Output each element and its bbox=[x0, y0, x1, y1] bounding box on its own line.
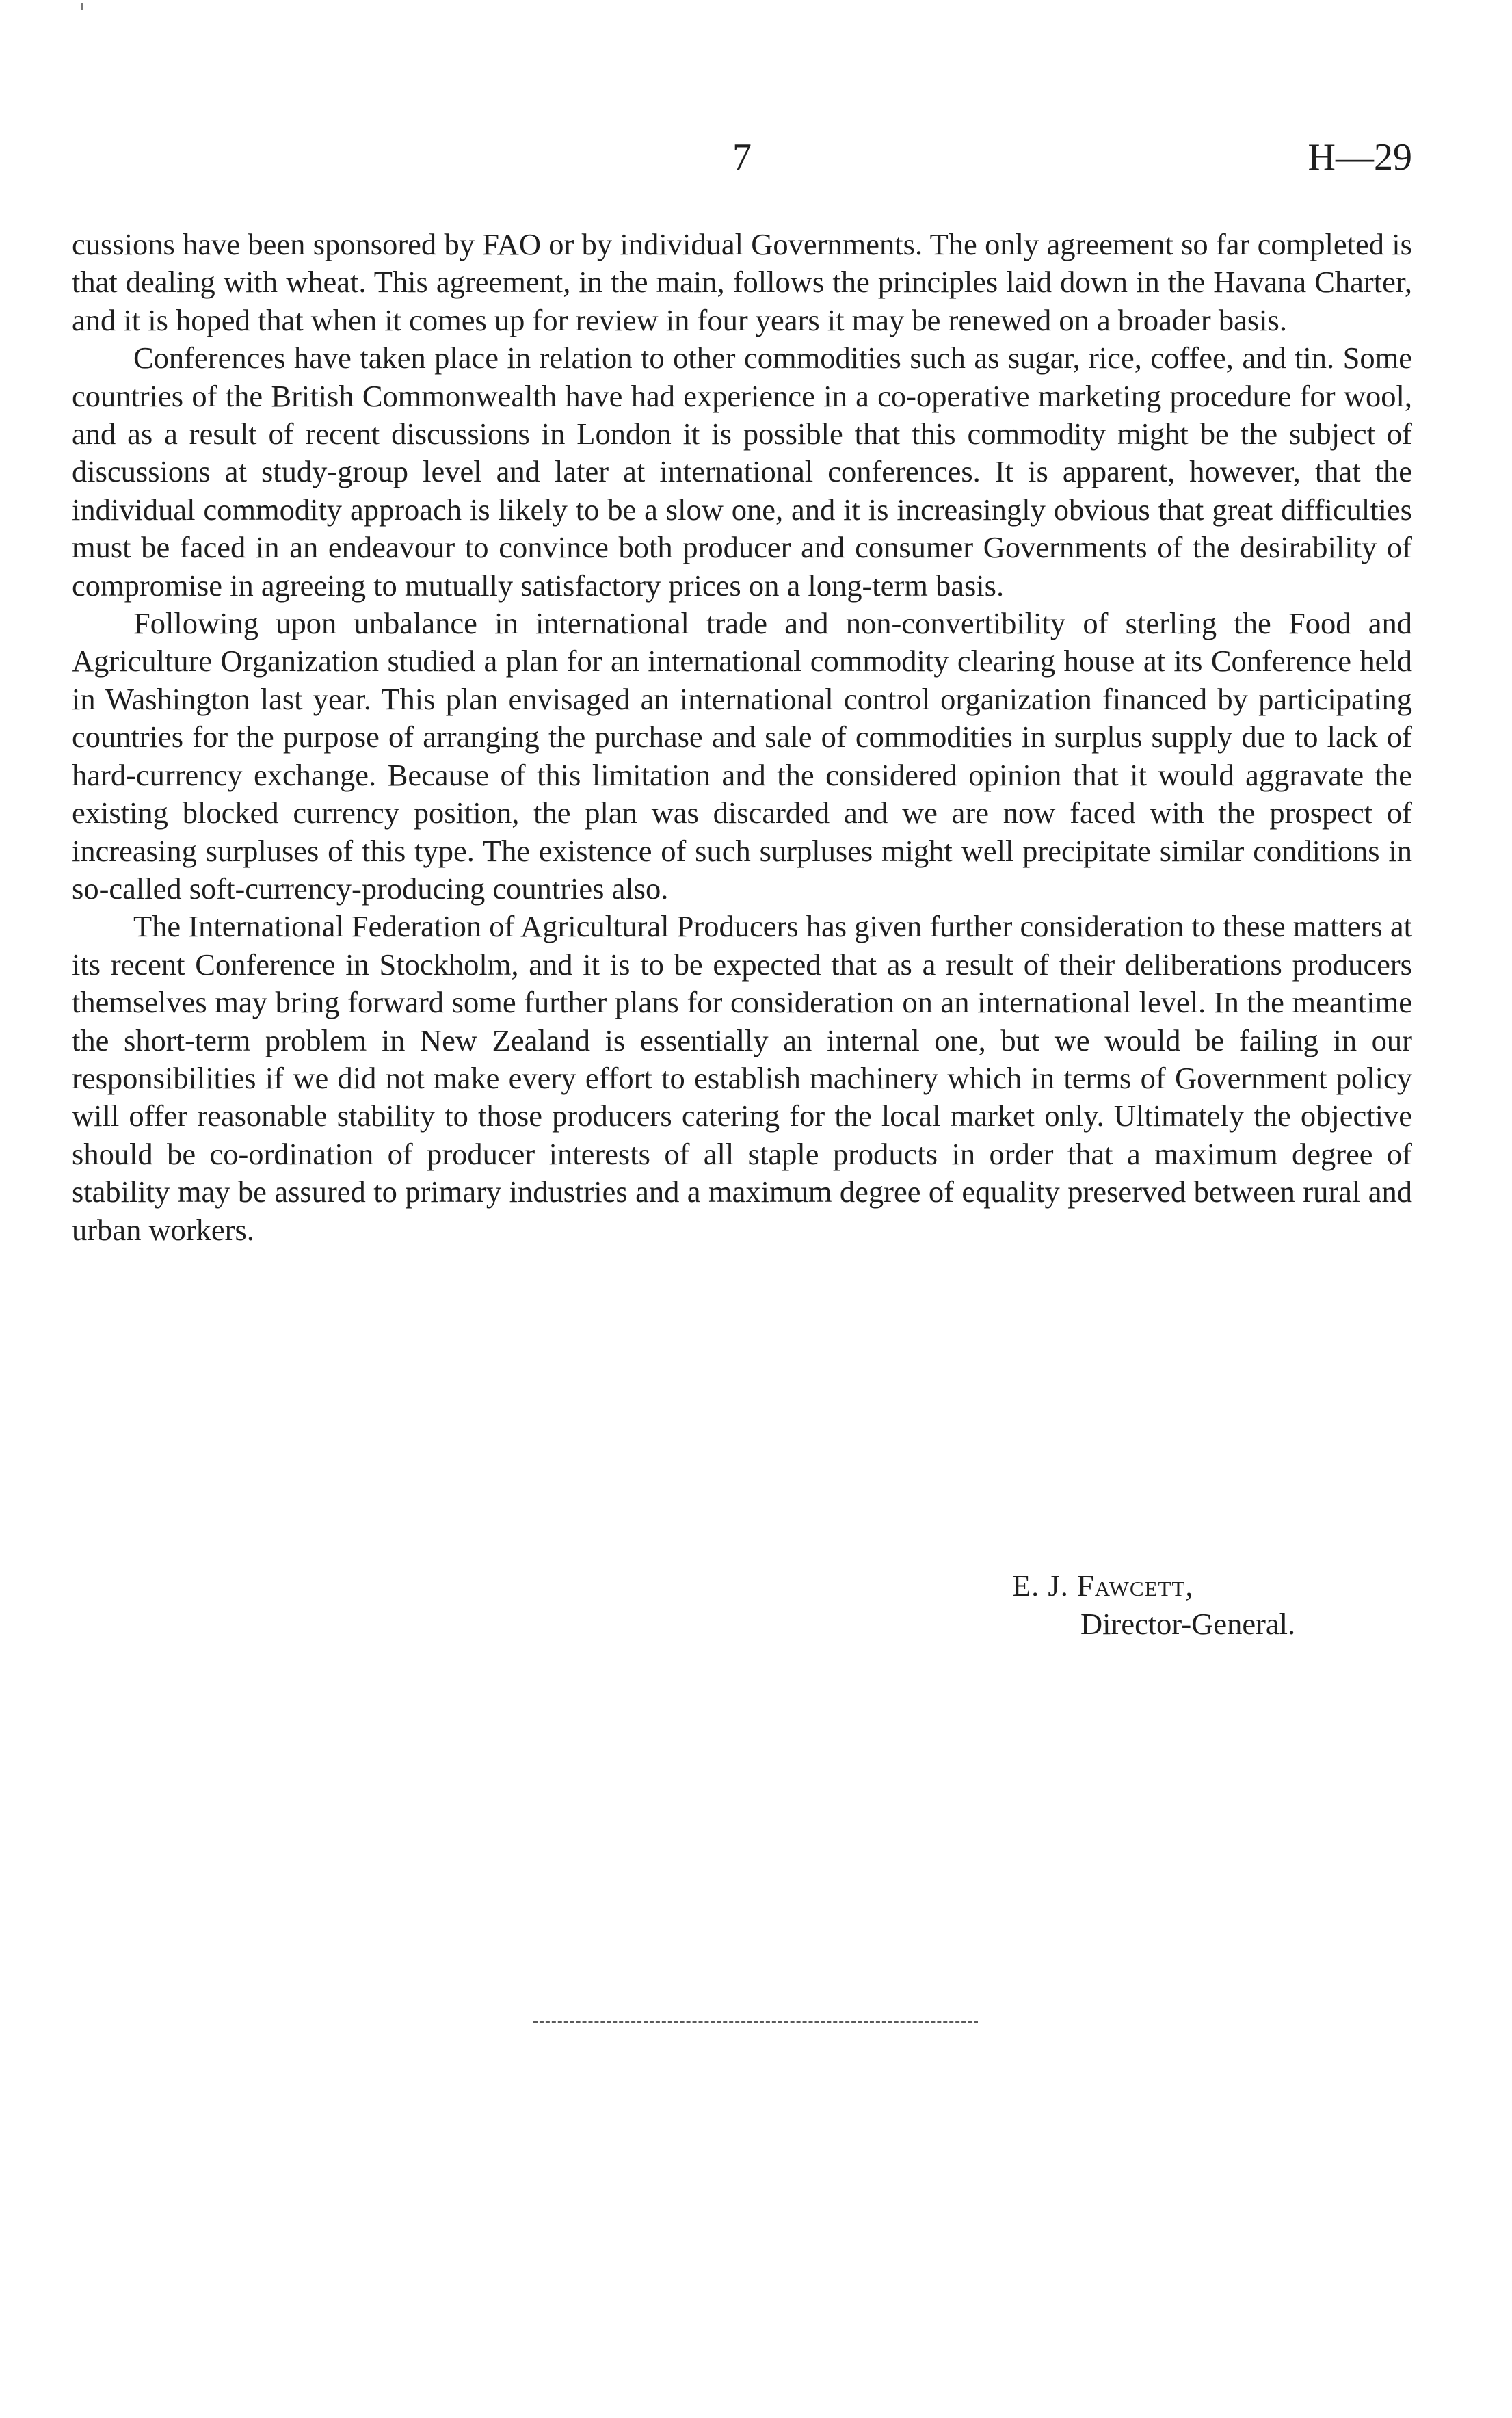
scan-mark bbox=[81, 3, 83, 10]
paragraph-2: Conferences have taken place in relation to other commodities such as sugar, rice, coffee, and tin. Some countries of the British Commonwealth have had experience in a co-operative marketing procedure for wool, and as a result of recent discussions in London it is possible that this commodity might be the subject of discussions at study-group level and later at international conferences. It is apparent, however, that the individual commodity approach is likely to be a slow one, and it is increasingly obvious that great difficulties must be faced in an endeavour to convince both producer and consumer Governments of the desirability of compromise in agreeing to mutually satisfactory prices on a long-term basis. bbox=[72, 341, 1412, 603]
page-header bbox=[72, 133, 1412, 181]
paragraph-1: cussions have been sponsored by FAO or by individual Governments. The only agreement so far completed is that dealing with wheat. This agreement, in the main, follows the principles laid down in the Havana Charter, and it is hoped that when it comes up for review in four years it may be renewed on a broader basis. bbox=[72, 227, 1412, 337]
document-reference: H—29 bbox=[1308, 136, 1412, 179]
bottom-rule bbox=[533, 2021, 978, 2023]
signature-block bbox=[1012, 1566, 1422, 1643]
paragraph-4: The International Federation of Agricultural Producers has given further consideration to these matters at its recent Conference in Stockholm, and it is to be expected that as a result of their deliberations producers themselves may bring forward some further plans for consideration on an international level. In the meantime the short-term problem in New Zealand is essentially an internal one, but we would be failing in our responsibilities if we did not make every effort to establish machinery which in terms of Government policy will offer reasonable stability to those producers catering for the local market only. Ultimately the objective should be co-ordination of producer interests of all staple products in order that a maximum degree of stability may be assured to primary industries and a maximum degree of equality preserved between rural and urban workers. bbox=[72, 909, 1412, 1247]
page-number: 7 bbox=[732, 136, 752, 179]
signatory-title: Director-General. bbox=[1080, 1607, 1296, 1641]
paragraph-3: Following upon unbalance in international trade and non-convertibility of sterling the Food and Agriculture Organization studied a plan for an international commodity clearing house at its Conference held in Washington last year. This plan envisaged an international control organization financed by participating countries for the purpose of arranging the purchase and sale of commodities in surplus supply due to lack of hard-currency exchange. Because of this limitation and the considered opinion that it would aggravate the existing blocked currency position, the plan was discarded and we are now faced with the prospect of increasing surpluses of this type. The existence of such surpluses might well precipitate similar conditions in so-called soft-currency-producing countries also. bbox=[72, 606, 1412, 906]
signatory-name: E. J. Fawcett, bbox=[1012, 1568, 1194, 1603]
body-text bbox=[72, 226, 1412, 1249]
